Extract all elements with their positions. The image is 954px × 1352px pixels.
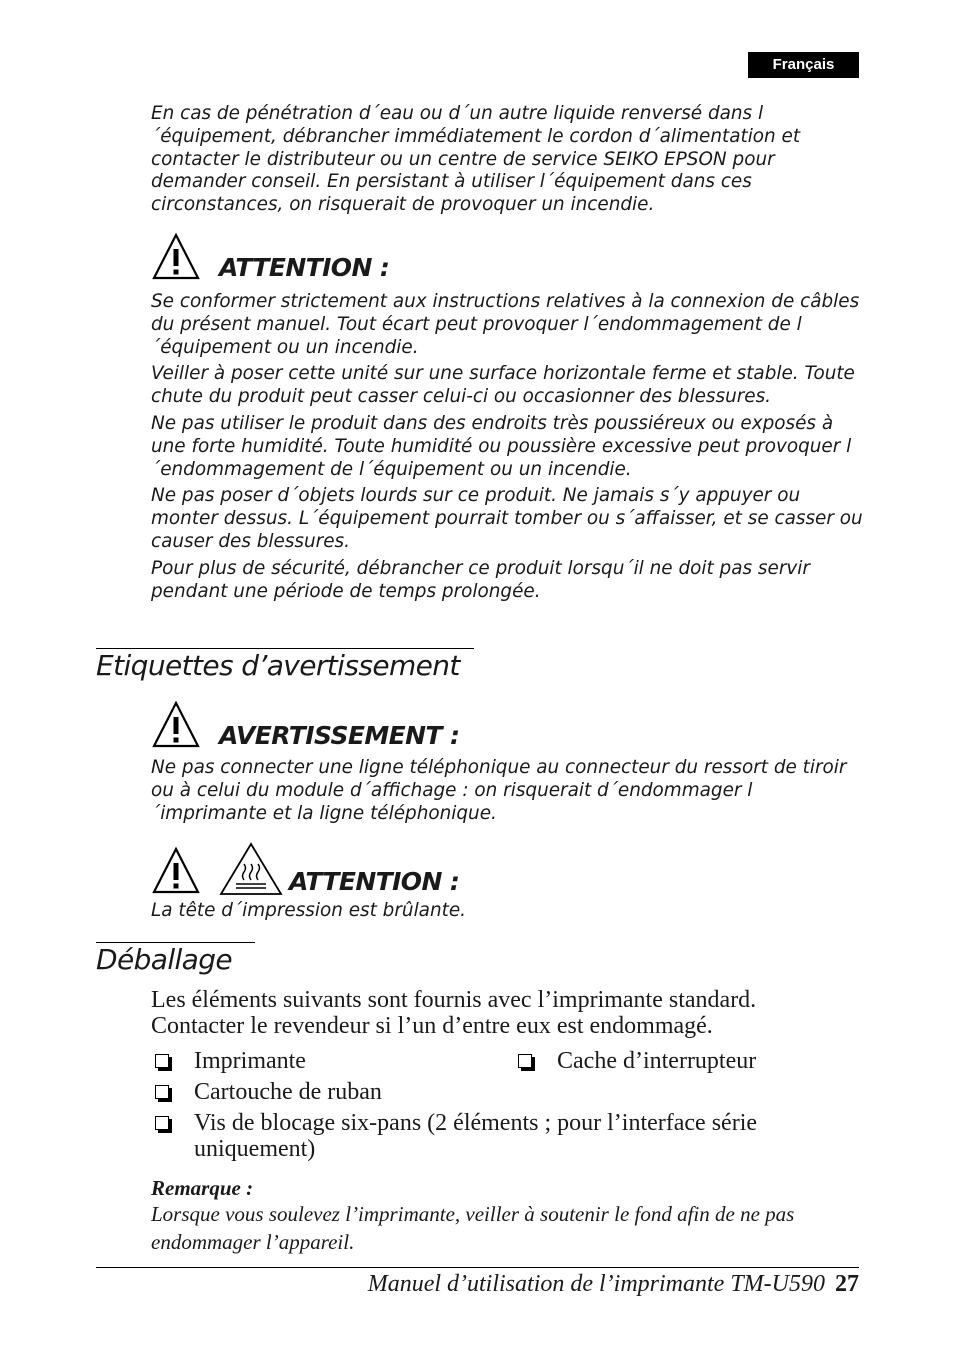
language-tab: Français — [748, 52, 859, 78]
intro-paragraph-block — [151, 103, 863, 217]
page-number: 27 — [835, 1271, 859, 1297]
list-item-label: Cache d’interrupteur — [557, 1048, 757, 1074]
attention-heat-heading — [151, 842, 459, 896]
intro-paragraph: En cas de pénétration d´eau ou d´un autre liquide renversé dans l´équipement, débrancher immédiatement le cordon d´alimentation et contacter le distributeur ou un centre de service SEIKO EPSON pour demander conseil. En persistant à utiliser l´équipement dans ces circonstances, on risquerait de provoquer un incendie. — [151, 103, 801, 216]
list-item-label: Cartouche de ruban — [194, 1079, 382, 1105]
footer-rule — [96, 1267, 859, 1268]
warning-triangle-icon — [151, 232, 201, 282]
warning-triangle-icon — [151, 846, 201, 896]
page-footer — [368, 1271, 859, 1298]
attention-paragraph: Ne pas poser d´objets lourds sur ce produit. Ne jamais s´y appuyer ou monter dessus. L´équipement pourrait tomber ou s´affaisser, et se casser ou causer des blessures. — [151, 485, 863, 552]
checkbox-bullet-icon — [155, 1116, 169, 1130]
attention-heat-label: ATTENTION : — [289, 867, 460, 896]
unpacking-intro: Les éléments suivants sont fournis avec l’imprimante standard. Contacter le revendeur si l’un d’entre eux est endommagé. — [151, 987, 757, 1039]
list-item — [155, 1048, 306, 1074]
list-item — [518, 1048, 756, 1074]
warning-heading — [151, 700, 459, 750]
warning-text: Ne pas connecter une ligne téléphonique au connecteur du ressort de tiroir ou à celui du module d´affichage : on risquerait d´endommager l´imprimante et la ligne téléphonique. — [151, 757, 847, 824]
attention-paragraph: Veiller à poser cette unité sur une surface horizontale ferme et stable. Toute chute du produit peut casser celui-ci ou occasionner des blessures. — [151, 363, 855, 408]
section-title-unpacking: Déballage — [96, 943, 233, 976]
attention-heat-text: La tête d´impression est brûlante. — [151, 900, 466, 921]
hot-surface-icon — [219, 842, 283, 896]
list-item — [155, 1079, 382, 1105]
section-title-labels: Etiquettes d’avertissement — [96, 649, 460, 682]
attention-paragraph: Pour plus de sécurité, débrancher ce produit lorsqu´il ne doit pas servir pendant une période de temps prolongée. — [151, 557, 810, 602]
attention-heading — [151, 232, 389, 282]
note-body: Lorsque vous soulevez l’imprimante, veiller à soutenir le fond afin de ne pas endommager l’appareil. — [151, 1202, 795, 1254]
note-title: Remarque : — [151, 1176, 254, 1200]
warning-label: AVERTISSEMENT : — [219, 721, 460, 750]
checkbox-bullet-icon — [518, 1054, 532, 1068]
attention-paragraph: Ne pas utiliser le produit dans des endroits très poussiéreux ou exposés à une forte humidité. Toute humidité ou poussière excessive peut provoquer l´endommagement de l´équipement ou un incendie. — [151, 412, 852, 480]
attention-paragraph: Se conformer strictement aux instructions relatives à la connexion de câbles du présent manuel. Tout écart peut provoquer l´endommagement de l´équipement ou un incendie. — [151, 291, 860, 358]
attention-heat-text-block — [151, 900, 863, 923]
list-item — [155, 1110, 815, 1162]
checkbox-bullet-icon — [155, 1085, 169, 1099]
footer-manual-title: Manuel d’utilisation de l’imprimante TM-U590 — [367, 1271, 825, 1297]
list-item-label: Vis de blocage six-pans (2 éléments ; pour l’interface série uniquement) — [194, 1110, 758, 1162]
warning-text-block — [151, 757, 863, 825]
attention-paragraphs — [151, 291, 863, 603]
warning-triangle-icon — [151, 700, 201, 750]
attention-label: ATTENTION : — [219, 253, 390, 282]
list-item-label: Imprimante — [194, 1048, 306, 1074]
checkbox-bullet-icon — [155, 1054, 169, 1068]
